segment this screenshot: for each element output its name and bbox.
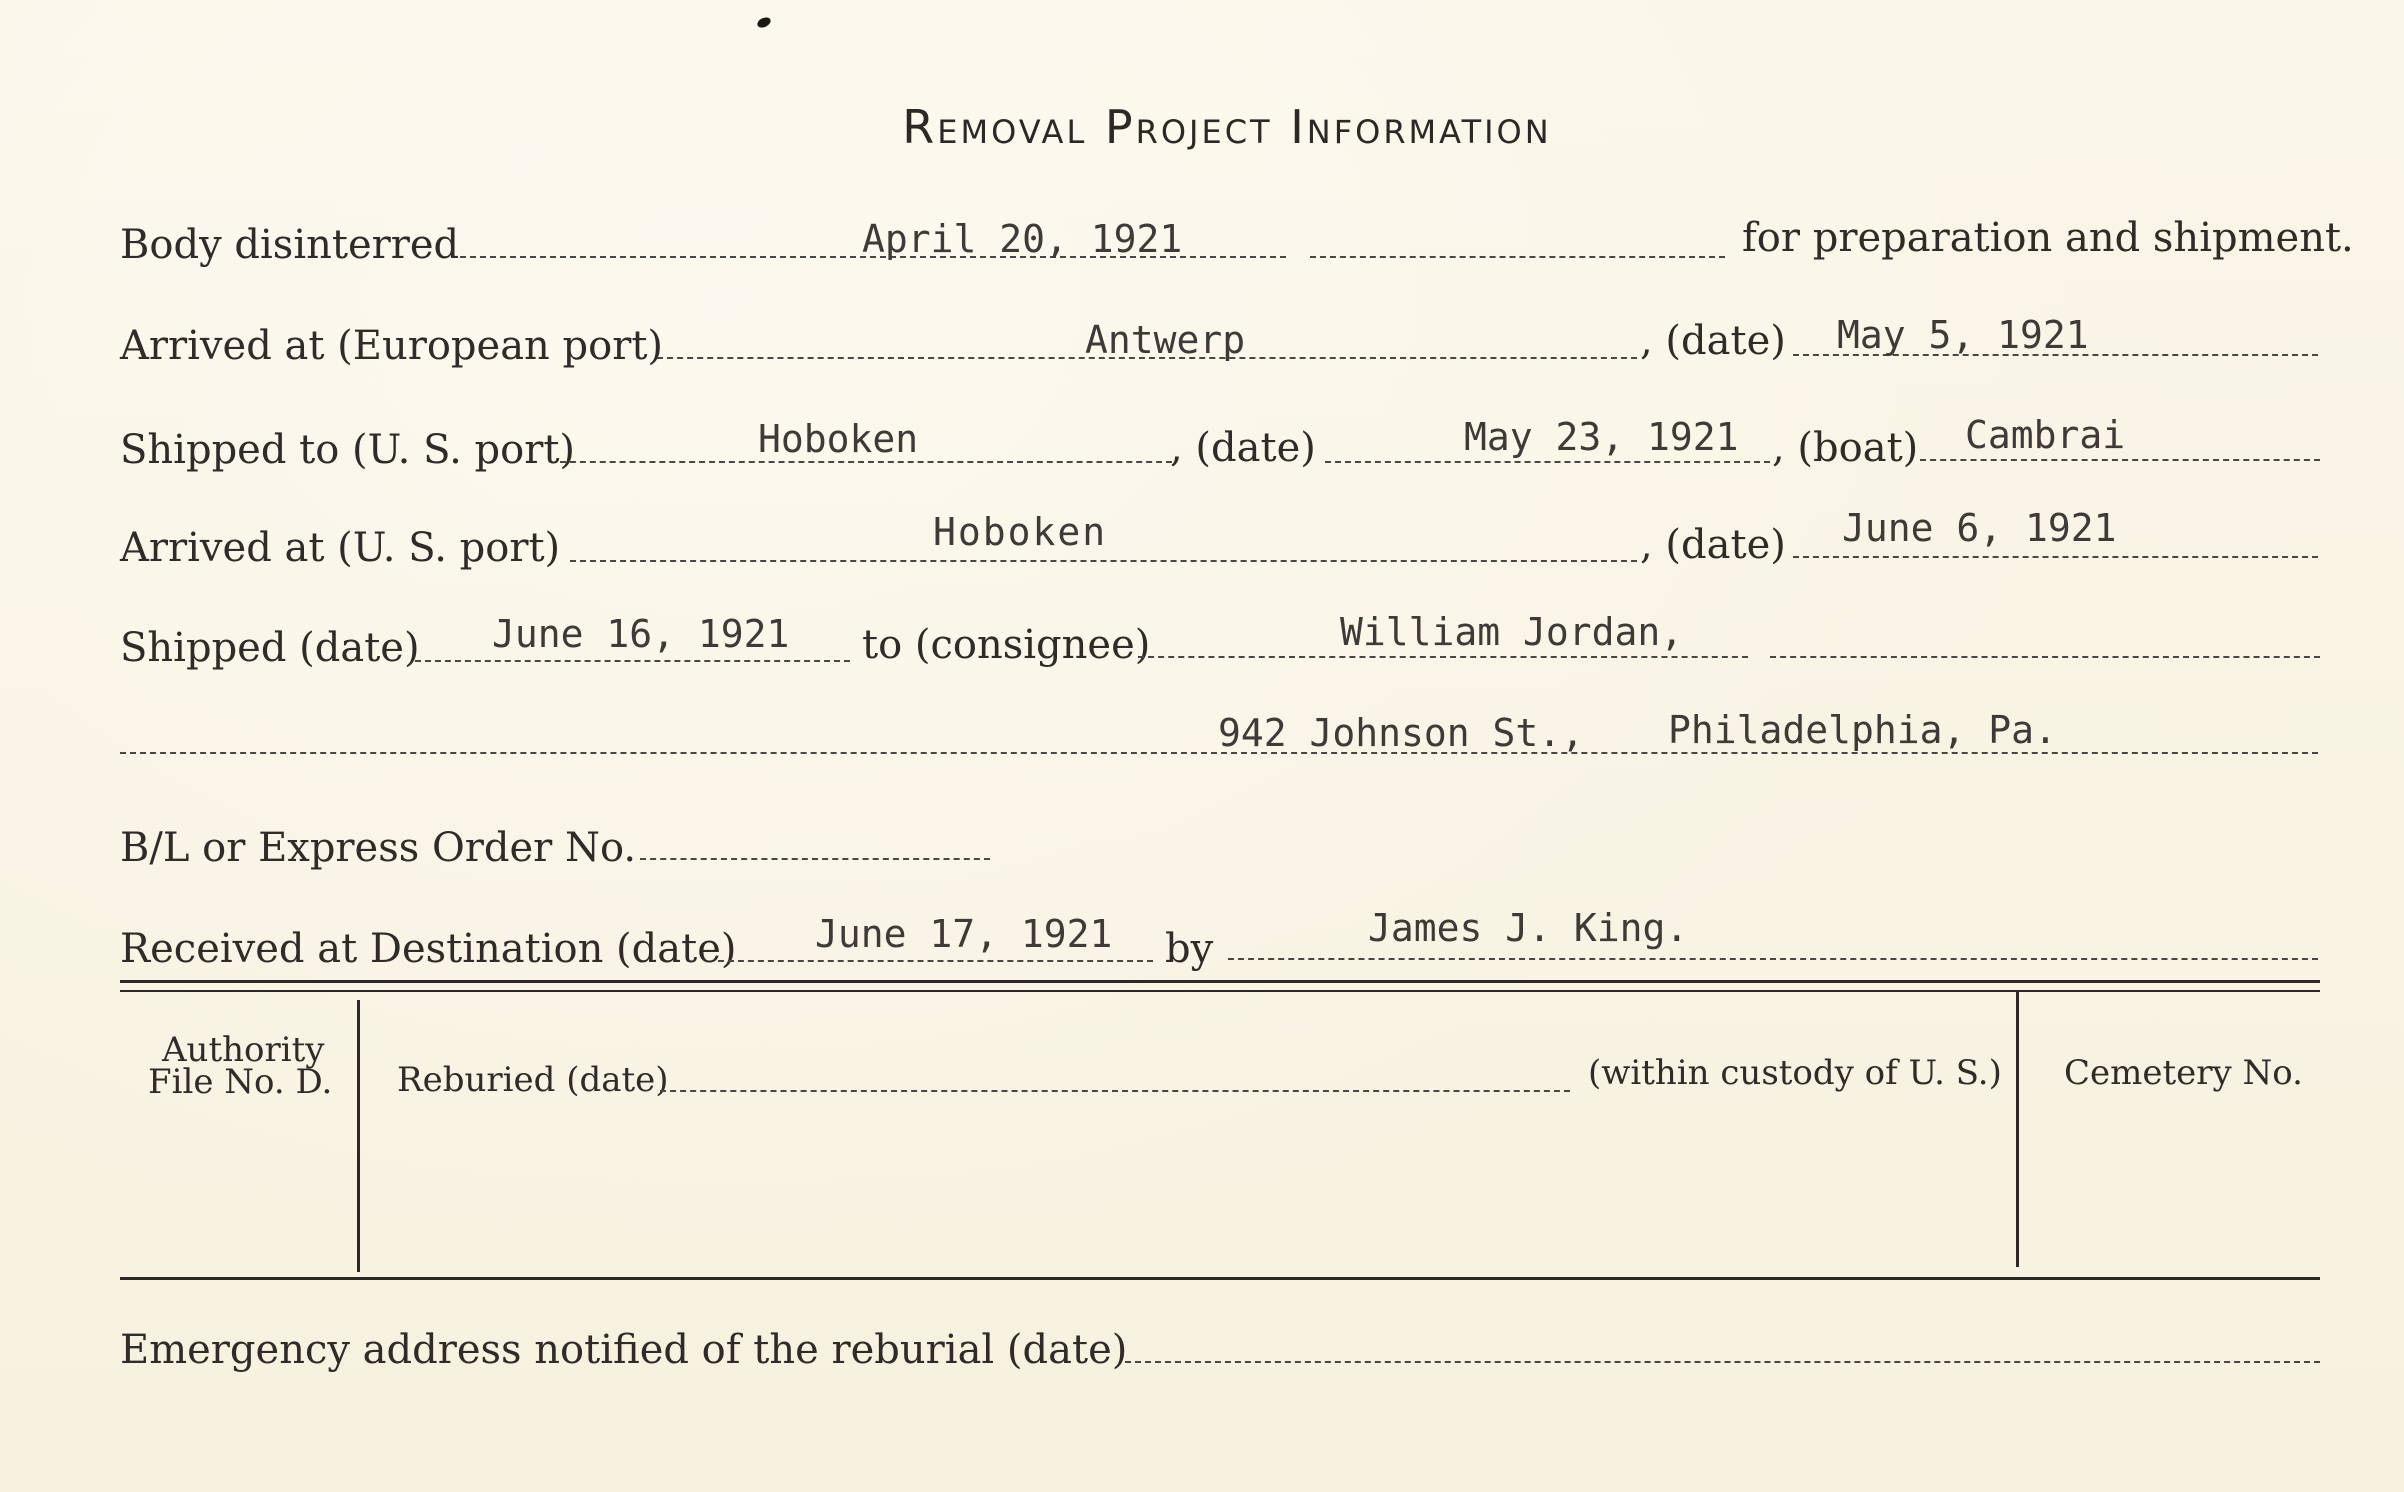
arrived-us-label: Arrived at (U. S. port) (120, 525, 561, 571)
consignee-line-extra (1770, 656, 2320, 658)
card-title: Removal Project Information (902, 100, 1552, 154)
consignee-value[interactable]: William Jordan, (1340, 610, 1684, 654)
table-top-rule-2 (120, 990, 2320, 992)
emergency-line[interactable] (1125, 1361, 2320, 1363)
received-date-value[interactable]: June 17, 1921 (815, 912, 1113, 956)
bl-line[interactable] (640, 858, 990, 860)
shipped-date-value[interactable]: June 16, 1921 (492, 612, 790, 656)
european-port-date-value[interactable]: May 5, 1921 (1837, 313, 2089, 357)
consignee-label: to (consignee) (862, 622, 1151, 668)
table-top-rule-1 (120, 980, 2320, 983)
shipped-us-boat-line (1920, 459, 2320, 461)
authority-label-line1: Authority (162, 1030, 325, 1070)
disinterred-line-extra (1310, 256, 1725, 258)
bl-label: B/L or Express Order No. (120, 825, 637, 871)
received-by-line (1228, 958, 2318, 960)
shipped-us-boat-label: , (boat) (1772, 425, 1919, 471)
disinterred-suffix: for preparation and shipment. (1742, 215, 2354, 261)
disinterred-label: Body disinterred (120, 222, 460, 268)
received-by-label: by (1165, 926, 1214, 972)
consignee-line (1138, 656, 1748, 658)
table-col-divider-1 (357, 1000, 360, 1272)
arrived-us-date-value[interactable]: June 6, 1921 (1842, 506, 2117, 550)
shipped-us-line (560, 461, 1172, 463)
custody-label: (within custody of U. S.) (1588, 1053, 2002, 1093)
arrived-us-value[interactable]: Hoboken (933, 510, 1108, 554)
european-port-date-label: , (date) (1640, 318, 1786, 364)
disinterred-value[interactable]: April 20, 1921 (862, 217, 1183, 261)
shipped-us-value[interactable]: Hoboken (758, 417, 919, 461)
emergency-label: Emergency address notified of the reburial (date) (120, 1327, 1128, 1373)
table-col-divider-2 (2016, 992, 2019, 1267)
table-bottom-rule (120, 1277, 2320, 1280)
shipped-us-date-value[interactable]: May 23, 1921 (1464, 415, 1739, 459)
address-city-value[interactable]: Philadelphia, Pa. (1668, 708, 2057, 752)
european-port-value[interactable]: Antwerp (1085, 318, 1246, 362)
received-by-value[interactable]: James J. King. (1368, 906, 1689, 950)
shipped-date-line (415, 660, 850, 662)
arrived-us-line (570, 560, 1637, 562)
received-label: Received at Destination (date) (120, 926, 737, 972)
shipped-us-date-line (1325, 461, 1770, 463)
arrived-us-date-label: , (date) (1640, 522, 1786, 568)
shipped-date-label: Shipped (date) (120, 625, 420, 671)
address-street-value[interactable]: 942 Johnson St., (1218, 711, 1585, 755)
cemetery-label: Cemetery No. (2064, 1053, 2303, 1093)
ink-spot (756, 15, 772, 29)
received-date-line (718, 960, 1153, 962)
european-port-label: Arrived at (European port) (120, 323, 664, 369)
reburied-line[interactable] (660, 1090, 1570, 1092)
shipped-us-boat-value[interactable]: Cambrai (1965, 413, 2126, 457)
authority-label-line2: File No. D. (148, 1062, 333, 1102)
shipped-us-label: Shipped to (U. S. port) (120, 427, 575, 473)
arrived-us-date-line (1793, 556, 2318, 558)
reburied-label: Reburied (date) (397, 1060, 669, 1100)
shipped-us-date-label: , (date) (1170, 425, 1316, 471)
